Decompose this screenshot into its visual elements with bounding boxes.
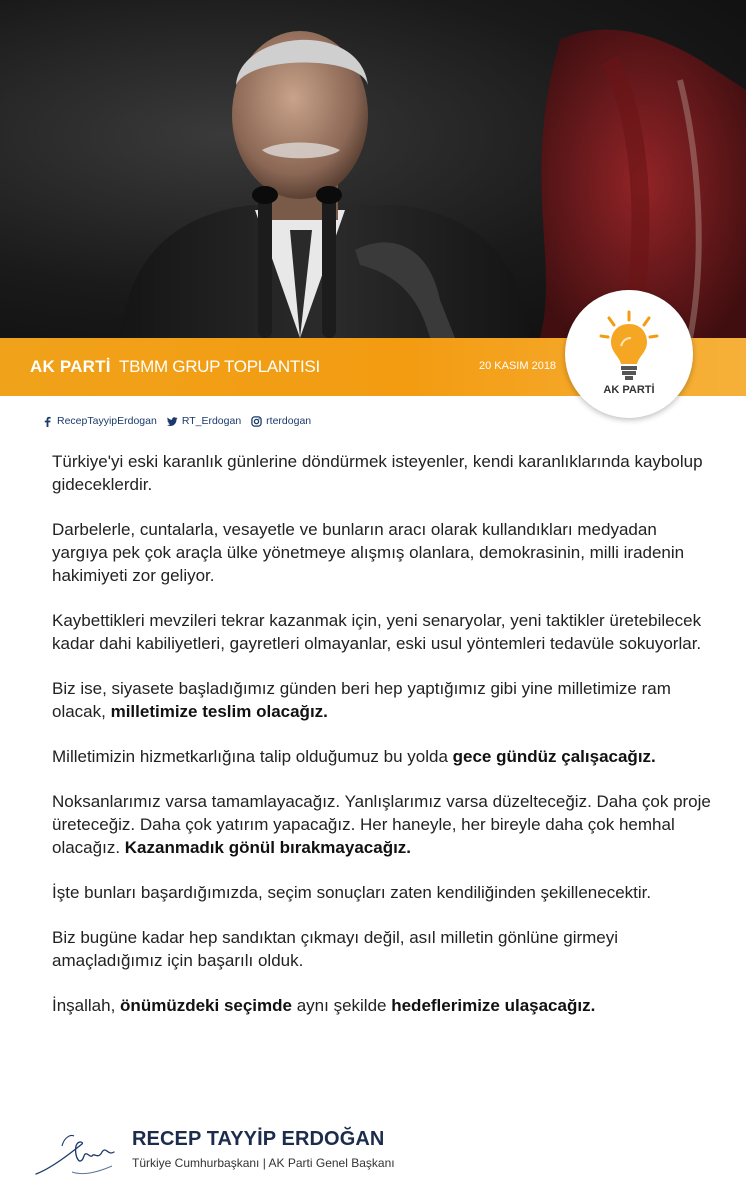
paragraph-7: [52, 881, 712, 904]
twitter-handle: RT_Erdogan: [181, 415, 242, 427]
paragraph-8: [52, 926, 712, 972]
emphasis-text: hedeflerimize ulaşacağız.: [391, 996, 596, 1015]
instagram-link[interactable]: [251, 415, 311, 427]
signature-block: [0, 1108, 746, 1200]
body-text: Milletimizin hizmetkarlığına talip olduğumuz bu yolda: [52, 747, 453, 766]
banner-brand: AK PARTİ: [30, 357, 111, 376]
body-text: Biz bugüne kadar hep sandıktan çıkmayı değil, asıl milletin gönlüne girmeyi amaçladığımız için başarılı olduk.: [52, 928, 619, 970]
body-text: İşte bunları başardığımızda, seçim sonuçları zaten kendiliğinden şekillenecektir.: [52, 883, 652, 902]
instagram-icon: [251, 416, 262, 427]
paragraph-1: [52, 450, 712, 496]
paragraph-9: [52, 994, 712, 1017]
instagram-handle: rterdogan: [266, 415, 312, 427]
twitter-icon: [167, 416, 178, 427]
hero-photo: [0, 0, 746, 338]
paragraph-2: [52, 518, 712, 587]
body-text: Türkiye'yi eski karanlık günlerine döndürmek isteyenler, kendi karanlıklarında kaybolup gideceklerdir.: [52, 452, 703, 494]
body-text: Noksanlarımız varsa tamamlayacağız. Yanlışlarımız varsa düzelteceğiz. Daha çok proje üreteceğiz. Daha çok yatırım yapacağız. Her haneyle, her bireyle daha çok hemhal olacağız.: [52, 792, 711, 857]
light-bulb-icon: [599, 310, 659, 382]
emphasis-text: milletimize teslim olacağız.: [110, 702, 328, 721]
author-name: RECEP TAYYİP ERDOĞAN: [132, 1128, 385, 1150]
party-logo: [565, 290, 693, 418]
body-text: İnşallah,: [52, 996, 121, 1015]
emphasis-text: gece gündüz çalışacağız.: [452, 747, 656, 766]
body-text: aynı şekilde: [291, 996, 392, 1015]
twitter-link[interactable]: [167, 415, 241, 427]
paragraph-3: [52, 609, 712, 655]
facebook-icon: [42, 416, 53, 427]
emphasis-text: önümüzdeki seçimde: [120, 996, 292, 1015]
facebook-link[interactable]: [42, 415, 157, 427]
signature-drawing: [32, 1116, 127, 1186]
body-text: Darbelerle, cuntalarla, vesayetle ve bunların aracı olarak kullandıkları medyadan yargıya pek çok araçla ülke yönetmeye alışmış olanlara, demokrasinin, milli iradenin hakimiyeti zor geliyor.: [52, 520, 685, 585]
speaker-photo-illustration: [0, 0, 746, 338]
paragraph-6: [52, 790, 712, 859]
banner-event: TBMM GRUP TOPLANTISI: [119, 357, 320, 376]
emphasis-text: Kazanmadık gönül bırakmayacağız.: [124, 838, 412, 857]
body-text: Kaybettikleri mevzileri tekrar kazanmak için, yeni senaryolar, yeni taktikler üretebilecek kadar dahi kabiliyetleri, gayretleri olmayanlar, eski usul yöntemleri tedavüle sokuyorlar.: [52, 611, 702, 653]
social-links: [42, 415, 321, 427]
logo-text: AK PARTİ: [603, 384, 655, 396]
banner-date: 20 KASIM 2018: [479, 360, 557, 372]
paragraph-5: [52, 745, 712, 768]
facebook-handle: RecepTayyipErdogan: [57, 415, 157, 427]
paragraph-4: [52, 677, 712, 723]
body-text: Biz ise, siyasete başladığımız günden beri hep yaptığımız gibi yine milletimize ram olacak,: [52, 679, 671, 721]
author-title: Türkiye Cumhurbaşkanı | AK Parti Genel Başkanı: [132, 1156, 395, 1170]
statement-body: [52, 450, 712, 1039]
